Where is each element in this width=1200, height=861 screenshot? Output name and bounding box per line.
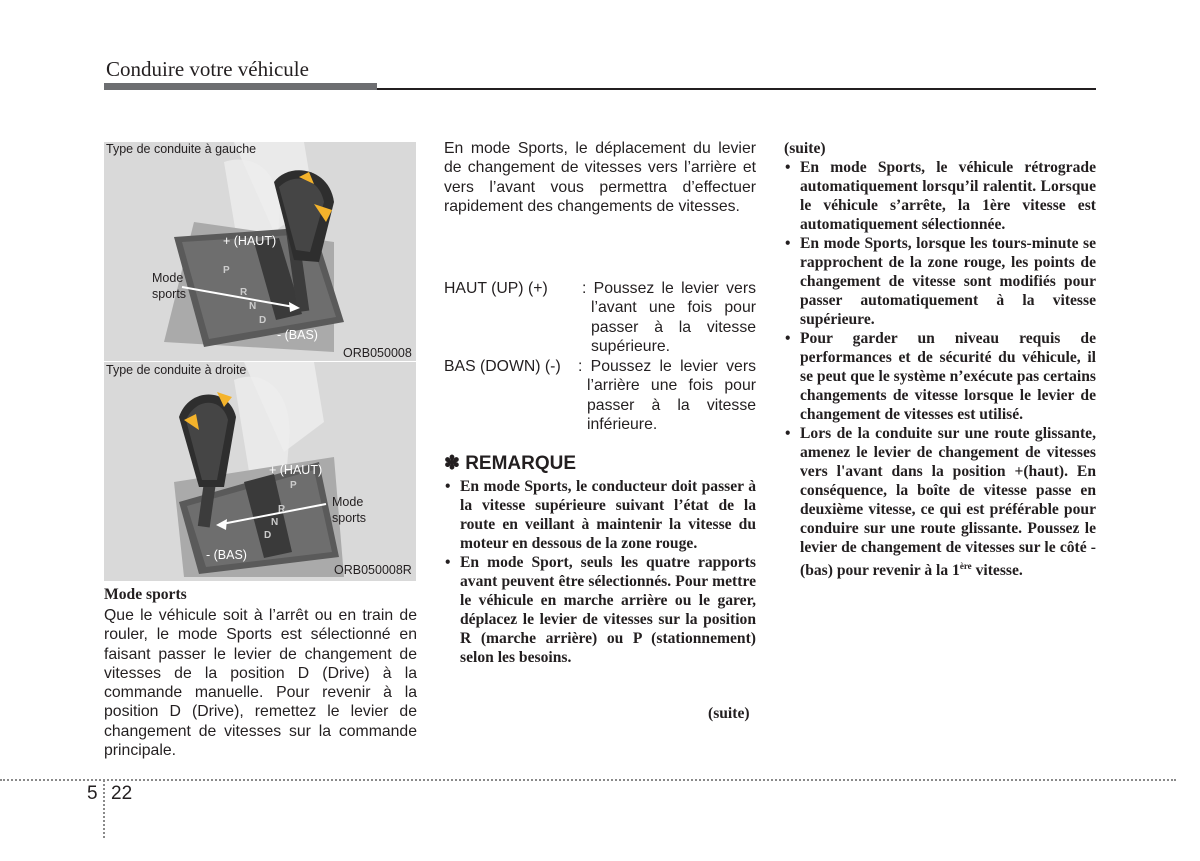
figure-code: ORB050008R bbox=[334, 563, 412, 577]
intro-paragraph: En mode Sports, le déplacement du levier de changement de vitesses vers l’arrière et vers l’avant vous permettra d’effectuer rapidement des changements de vitesses. bbox=[444, 140, 756, 215]
list-item: • En mode Sports, le conducteur doit passer à la vitesse supérieure suivant l’état de la route en veillant à maintenir la vitesse du moteur en dessous de la zone rouge. bbox=[445, 478, 756, 552]
figure-code: ORB050008 bbox=[343, 346, 412, 360]
gear-letter-n: N bbox=[271, 517, 279, 528]
arrow-icon bbox=[104, 142, 416, 361]
haut-label: + (HAUT) bbox=[269, 463, 323, 477]
figure-caption: Type de conduite à droite bbox=[106, 363, 247, 377]
bullet-icon: • bbox=[785, 330, 791, 347]
figure-left-drive bbox=[104, 142, 416, 361]
remarque-list bbox=[444, 477, 756, 667]
mode-sports-heading: Mode sports bbox=[104, 586, 187, 603]
page-header-title: Conduire votre véhicule bbox=[106, 57, 309, 81]
asterisk-icon: ✽ bbox=[444, 453, 460, 474]
figure-right-drive bbox=[104, 361, 416, 581]
arrow-icon bbox=[104, 362, 416, 581]
gear-letter-r: R bbox=[240, 287, 248, 298]
list-item: • Lors de la conduite sur une route glissante, amenez le levier de changement de vitesses vers l'avant dans la position +(haut). En conséquence, la boîte de vitesse passe en deuxième vitesse, ce qui est préférable pour conduire sur une route glissante. Poussez le levier de changement de vitesses sur le côté -(bas) pour revenir à la 1ère vitesse. bbox=[785, 425, 1096, 580]
bas-label: - (BAS) bbox=[206, 548, 247, 562]
footer-rule bbox=[0, 779, 1176, 781]
bullet-icon: • bbox=[785, 235, 791, 252]
header-rule-thin bbox=[377, 88, 1096, 90]
continued-list bbox=[784, 158, 1096, 580]
figure-caption: Type de conduite à gauche bbox=[106, 142, 257, 156]
list-item: • En mode Sports, le véhicule rétrograde automatiquement lorsqu’il ralentit. Lorsque le véhicule s’arrête, la 1ère vitesse est automatiquement sélectionnée. bbox=[785, 159, 1096, 233]
list-item: • Pour garder un niveau requis de performances et de sécurité du véhicule, il se peut que le système n’exécute pas certains changements de vitesse lorsque le levier de changement de vitesses est utilisé. bbox=[785, 330, 1096, 423]
list-item: • En mode Sports, lorsque les tours-minute se rapprochent de la zone rouge, les points de changement de vitesse sont modifiés pour passer automatiquement à la vitesse supérieure. bbox=[785, 235, 1096, 328]
header-rule-thick bbox=[104, 83, 377, 90]
gear-letter-n: N bbox=[249, 301, 257, 312]
bas-down-term: BAS (DOWN) (-) bbox=[444, 358, 561, 375]
gear-letter-p: P bbox=[223, 265, 230, 276]
haut-up-term: HAUT (UP) (+) bbox=[444, 280, 548, 297]
list-item: • En mode Sport, seuls les quatre rapports avant peuvent être sélectionnés. Pour mettre le véhicule en marche arrière ou le garer, déplacez le levier de vitesses sur la position R (marche arrière) ou P (stationnement) selon les besoins. bbox=[445, 554, 756, 666]
haut-up-description: : Poussez le levier vers l’avant une fois pour passer à la vitesse supérieure. bbox=[582, 280, 756, 355]
page-number: 22 bbox=[111, 783, 133, 804]
bas-label: - (BAS) bbox=[277, 328, 318, 342]
mode-sports-paragraph: Que le véhicule soit à l’arrêt ou en train de rouler, le mode Sports est sélectionné en faisant passer le levier de changement de vitesses de la position D (Drive) à la commande manuelle. Pour revenir à la position D (Drive), remettez le levier de changement de vitesses sur la commande principale. bbox=[104, 607, 417, 760]
haut-label: + (HAUT) bbox=[223, 234, 277, 248]
footer-divider bbox=[103, 780, 105, 838]
section-number: 5 bbox=[87, 783, 98, 804]
bullet-icon: • bbox=[445, 554, 451, 571]
remarque-heading bbox=[444, 452, 576, 475]
suite-label: (suite) bbox=[708, 705, 750, 722]
bullet-icon: • bbox=[785, 159, 791, 176]
sports-label: sports bbox=[332, 511, 367, 525]
mode-label: Mode bbox=[332, 495, 364, 509]
bullet-icon: • bbox=[445, 478, 451, 495]
mode-label: Mode bbox=[152, 271, 184, 285]
sports-label: sports bbox=[152, 287, 187, 301]
gear-letter-d: D bbox=[259, 315, 267, 326]
gear-letter-p: P bbox=[290, 480, 297, 491]
bas-down-description: : Poussez le levier vers l’arrière une fois pour passer à la vitesse inférieure. bbox=[578, 358, 756, 433]
bullet-icon: • bbox=[785, 425, 791, 442]
remarque-title: REMARQUE bbox=[465, 453, 577, 474]
gear-letter-r: R bbox=[278, 504, 286, 515]
suite-label: (suite) bbox=[784, 140, 826, 157]
gear-letter-d: D bbox=[264, 530, 272, 541]
